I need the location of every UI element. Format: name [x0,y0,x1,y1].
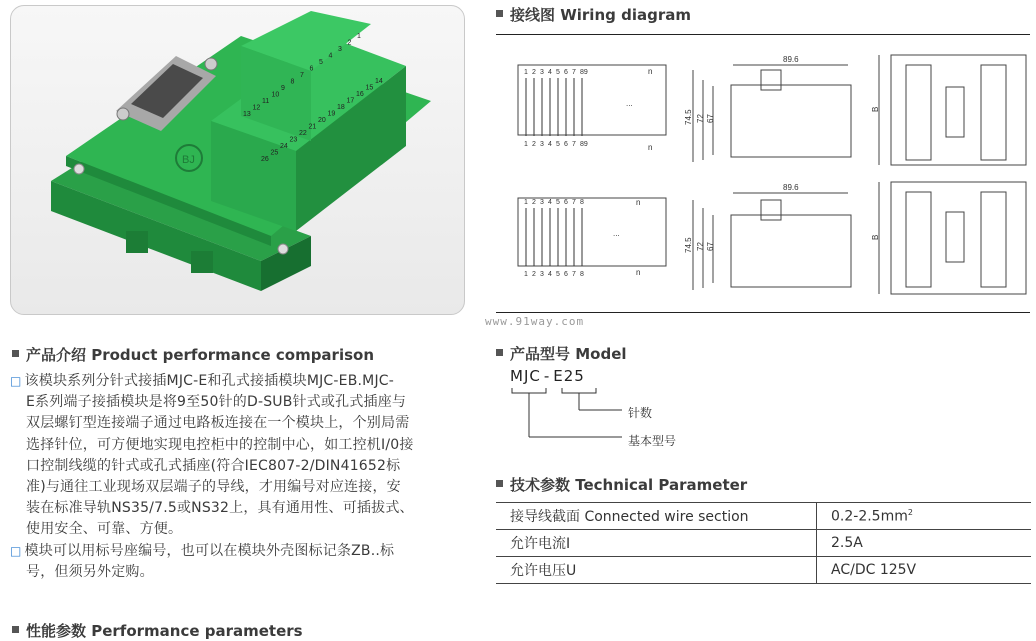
terminal-number: 8 [290,78,295,86]
param-value: 2.5A [817,530,1032,557]
terminal-number: 25 [270,149,279,157]
performance-title [12,620,303,641]
terminal-number: 21 [308,123,317,131]
pin-number-label: 89 [580,141,588,148]
dim-67-bottom: 67 [706,242,715,251]
terminal-number: 16 [356,91,364,98]
watermark: www.91way.com [485,315,585,328]
pin-n-bottom-lower: n [636,268,641,277]
terminal-number: 5 [319,59,323,66]
pin-schematic-bottom [518,198,666,266]
terminal-number: 2 [347,39,352,47]
pin-number-label: 1 [524,271,528,278]
intro-line: 口控制线缆的针式或孔式插座(符合IEC807-2/DIN41652标 [26,457,401,474]
model-title [496,343,627,364]
param-name: 允许电压U [496,557,817,584]
intro-line: E系列端子接插模块是将9至50针的D-SUB针式或孔式插座与 [26,394,407,411]
param-name: 允许电流I [496,530,817,557]
intro-line: 选择针位，可方便地实现电控柜中的控制中心，如工控机I/0接 [26,436,414,453]
ellipsis-bottom: ... [613,229,620,238]
pin-number-label: 1 [524,69,528,76]
pin-number-label: 8 [580,199,584,206]
pin-n-top-lower: n [648,143,653,152]
pin-number-label: 6 [564,199,568,206]
checkbox-bullet-icon: □ [10,374,22,388]
terminal-number: 23 [289,136,298,144]
terminal-number: 12 [252,104,261,112]
pin-number-label: 4 [548,199,552,206]
terminal-number: 14 [375,78,383,85]
dim-72-top: 72 [696,114,705,123]
model-brackets [510,385,630,445]
pin-number-label: 6 [564,271,568,278]
terminal-number: 19 [327,110,336,118]
tech-param-title-text: 技术参数 Technical Parameter [510,476,748,494]
pin-number-label: 3 [540,69,544,76]
checkbox-bullet-icon: □ [10,543,22,558]
pin-number-label: 1 [524,199,528,206]
model-title-text: 产品型号 Model [510,345,627,363]
terminal-number: 1 [357,33,361,40]
terminal-number: 18 [337,104,345,111]
param-value [817,503,1032,530]
terminal-number: 4 [328,52,333,60]
pin-number-label: 4 [548,69,552,76]
intro-line: 使用安全、可靠、方便。 [26,521,183,538]
section-square-icon [496,349,503,356]
side-view-bottom [731,215,851,287]
section-square-icon [12,350,19,357]
pin-number-label: 2 [532,141,536,148]
terminal-number: 24 [280,143,288,150]
table-row [496,557,1031,584]
pin-number-label: 4 [548,141,552,148]
terminal-number: 3 [338,46,342,53]
pin-number-label: 5 [556,69,560,76]
side-view-top [731,85,851,157]
model-part-base: MJC [510,367,541,385]
pin-number-label: 7 [572,69,576,76]
intro-line: 该模块系列分针式接插MJC-E和孔式接插模块MJC-EB.MJC- [24,373,394,389]
pin-number-label: 5 [556,271,560,278]
terminal-number: 9 [281,85,285,92]
section-square-icon [496,480,503,487]
intro-line: 装在标准导轨NS35/7.5或NS32上，具有通用性、可插拔式、 [26,500,414,517]
performance-title-text: 性能参数 Performance parameters [26,622,303,640]
param-value-text: 0.2-2.5mm [831,508,908,525]
tech-param-table [496,502,1031,584]
pin-n-top: n [648,67,653,76]
dim-width-bottom: 89.6 [783,183,799,192]
wiring-diagram-title-text: 接线图 Wiring diagram [510,6,691,24]
photo-badge: BJ [182,154,195,166]
product-intro-body [10,371,470,583]
terminal-number: 17 [346,97,355,105]
pin-number-label: 2 [532,199,536,206]
pin-number-label: 6 [564,141,568,148]
pin-number-label: 2 [532,271,536,278]
intro-line: 双层螺钉型连接端子通过电路板连接在一个模块上，个别局需 [26,415,410,432]
pin-number-label: 7 [572,141,576,148]
terminal-number: 11 [262,98,270,105]
terminal-number: 6 [309,65,314,73]
terminal-module-image [11,6,464,314]
product-intro-title [12,344,374,365]
dim-67-top: 67 [706,114,715,123]
intro-paragraph-1 [10,371,470,541]
ellipsis-top: ... [626,99,633,108]
pin-number-label: 7 [572,271,576,278]
product-photo [10,5,465,315]
pin-number-label: 6 [564,69,568,76]
terminal-number: 10 [271,91,280,99]
tech-param-title [496,474,747,495]
terminal-number: 15 [365,84,374,92]
pin-number-label: 5 [556,141,560,148]
intro-line: 号，但须另外定购。 [26,563,154,580]
intro-line: 准)与通往工业现场双层端子的导线，才用编号对应连接，安 [26,479,401,496]
dim-width-top: 89.6 [783,55,799,64]
wiring-diagram [496,40,1036,310]
divider-bottom [496,312,1030,313]
model-code [510,367,585,385]
divider-top [496,34,1030,35]
pin-number-label: 3 [540,141,544,148]
terminal-number: 20 [318,117,326,124]
dim-72-bottom: 72 [696,242,705,251]
pin-number-label: 2 [532,69,536,76]
table-row [496,530,1031,557]
terminal-number: 7 [300,72,304,79]
section-square-icon [12,626,19,633]
section-square-icon [496,10,503,17]
pin-number-label: 89 [580,69,588,76]
pin-n-bottom: n [636,198,641,207]
param-value: AC/DC 125V [817,557,1032,584]
wiring-diagram-title [496,4,691,25]
dim-745-bottom: 74.5 [684,237,693,253]
intro-line: 模块可以用标号座编号，也可以在模块外壳图标记条ZB..标 [24,542,395,559]
pin-number-label: 3 [540,271,544,278]
model-separator: - [543,367,551,385]
terminal-number: 22 [299,130,307,137]
param-value-sup: 2 [907,507,913,517]
pin-number-label: 4 [548,271,552,278]
dim-b-bottom: B [871,234,880,240]
terminal-number: 26 [261,156,269,163]
pin-number-label: 5 [556,199,560,206]
pin-number-label: 3 [540,199,544,206]
product-intro-title-text: 产品介绍 Product performance comparison [26,346,375,364]
param-name: 接导线截面 Connected wire section [496,503,817,530]
pin-number-label: 8 [580,271,584,278]
model-label-pins: 针数 [628,406,653,420]
dim-745-top: 74.5 [684,109,693,125]
pin-number-label: 7 [572,199,576,206]
terminal-number: 13 [243,111,251,118]
dim-b-top: B [871,106,880,112]
model-part-pins: E25 [553,367,585,385]
intro-paragraph-2 [10,541,470,583]
model-label-base: 基本型号 [628,434,677,448]
pin-number-label: 1 [524,141,528,148]
table-row [496,503,1031,530]
